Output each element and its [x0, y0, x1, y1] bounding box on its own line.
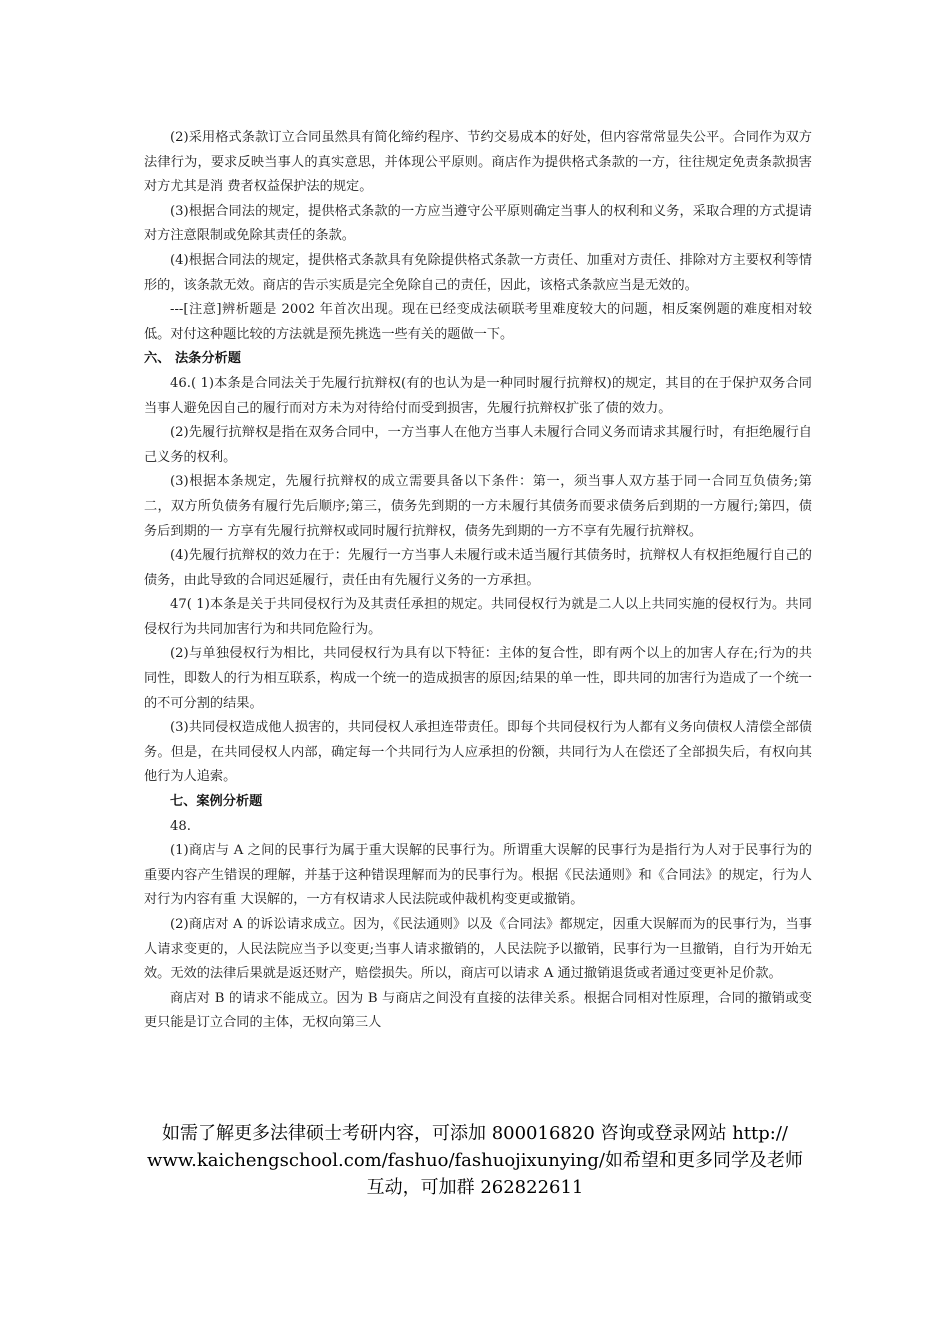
- paragraph: 商店对 B 的请求不能成立。因为 B 与商店之间没有直接的法律关系。根据合同相对性原理，合同的撤销或变更只能是订立合同的主体，无权向第三人: [144, 990, 812, 1031]
- section-heading-6: 六、 法条分析题: [144, 351, 241, 367]
- footer-line: www.kaichengschool.com/fashuo/fashuojixunying/如希望和更多同学及老师: [147, 1150, 803, 1171]
- footer-advertisement: [100, 1120, 850, 1201]
- paragraph: (3)共同侵权造成他人损害的，共同侵权人承担连带责任。即每个共同侵权行为人都有义务向债权人清偿全部债务。但是，在共同侵权人内部，确定每一个共同行为人应承担的份额，共同行为人在偿还了全部损失后，有权向其他行为人追索。: [144, 720, 812, 785]
- section-heading-7: 七、案例分析题: [170, 794, 263, 810]
- paragraph: 47( 1)本条是关于共同侵权行为及其责任承担的规定。共同侵权行为就是二人以上共同实施的侵权行为。共同侵权行为共同加害行为和共同危险行为。: [144, 597, 812, 637]
- paragraph: (2)采用格式条款订立合同虽然具有简化缔约程序、节约交易成本的好处，但内容常常显失公平。合同作为双方法律行为，要求反映当事人的真实意思，并体现公平原则。商店作为提供格式条款的一方，往往规定免责条款损害对方尤其是消 费者权益保护法的规定。: [144, 130, 812, 195]
- paragraph: 46.( 1)本条是合同法关于先履行抗辩权(有的也认为是一种同时履行抗辩权)的规定，其目的在于保护双务合同当事人避免因自己的履行而对方未为对待给付而受到损害，先履行抗辩权扩张了债的效力。: [144, 375, 812, 416]
- document-body: [144, 126, 812, 1036]
- paragraph: (2)商店对 A 的诉讼请求成立。因为，《民法通则》以及《合同法》都规定，因重大误解而为的民事行为，当事人请求变更的，人民法院应当予以变更;当事人请求撤销的，人民法院予以撤销，民事行为一旦撤销，自行为开始无效。无效的法律后果就是返还财产，赔偿损失。所以，商店可以请求 A 通过撤销退货或者通过变更补足价款。: [144, 917, 812, 982]
- paragraph: (2)与单独侵权行为相比，共同侵权行为具有以下特征：主体的复合性，即有两个以上的加害人存在;行为的共同性，即数人的行为相互联系，构成一个统一的造成损害的原因;结果的单一性，即共同的加害行为造成了一个统一的不可分割的结果。: [144, 646, 812, 711]
- footer-line: 如需了解更多法律硕士考研内容，可添加 800016820 咨询或登录网站 http://: [161, 1123, 788, 1144]
- paragraph: (4)根据合同法的规定，提供格式条款具有免除提供格式条款一方责任、加重对方责任、排除对方主要权利等情形的，该条款无效。商店的告示实质是完全免除自己的责任，因此，该格式条款应当是无效的。: [144, 252, 812, 293]
- paragraph: (1)商店与 A 之间的民事行为属于重大误解的民事行为。所谓重大误解的民事行为是指行为人对于民事行为的重要内容产生错误的理解，并基于这种错误理解而为的民事行为。根据《民法通则》和《合同法》的规定，行为人对行为内容有重 大误解的，一方有权请求人民法院或仲裁机构变更或撤销。: [144, 843, 812, 908]
- paragraph: (3)根据本条规定，先履行抗辩权的成立需要具备以下条件：第一，须当事人双方基于同一合同互负债务;第二，双方所负债务有履行先后顺序;第三，债务先到期的一方未履行其债务而要求债务后到期的一方履行;第四，债务后到期的一 方享有先履行抗辩权或同时履行抗辩权，债务先到期的一方不享有先履行抗辩权。: [144, 474, 812, 539]
- paragraph: (4)先履行抗辩权的效力在于：先履行一方当事人未履行或未适当履行其债务时，抗辩权人有权拒绝履行自己的债务，由此导致的合同迟延履行，责任由有先履行义务的一方承担。: [144, 548, 812, 588]
- paragraph: ---[注意]辨析题是 2002 年首次出现。现在已经变成法硕联考里难度较大的问题，相反案例题的难度相对较低。对付这种题比较的方法就是预先挑选一些有关的题做一下。: [144, 302, 812, 342]
- footer-line: 互动，可加群 262822611: [366, 1177, 584, 1198]
- paragraph: (3)根据合同法的规定，提供格式条款的一方应当遵守公平原则确定当事人的权利和义务，采取合理的方式提请对方注意限制或免除其责任的条款。: [144, 203, 812, 244]
- paragraph: (2)先履行抗辩权是指在双务合同中，一方当事人在他方当事人未履行合同义务而请求其履行时，有拒绝履行自己义务的权利。: [144, 425, 812, 465]
- paragraph: 48.: [170, 818, 191, 834]
